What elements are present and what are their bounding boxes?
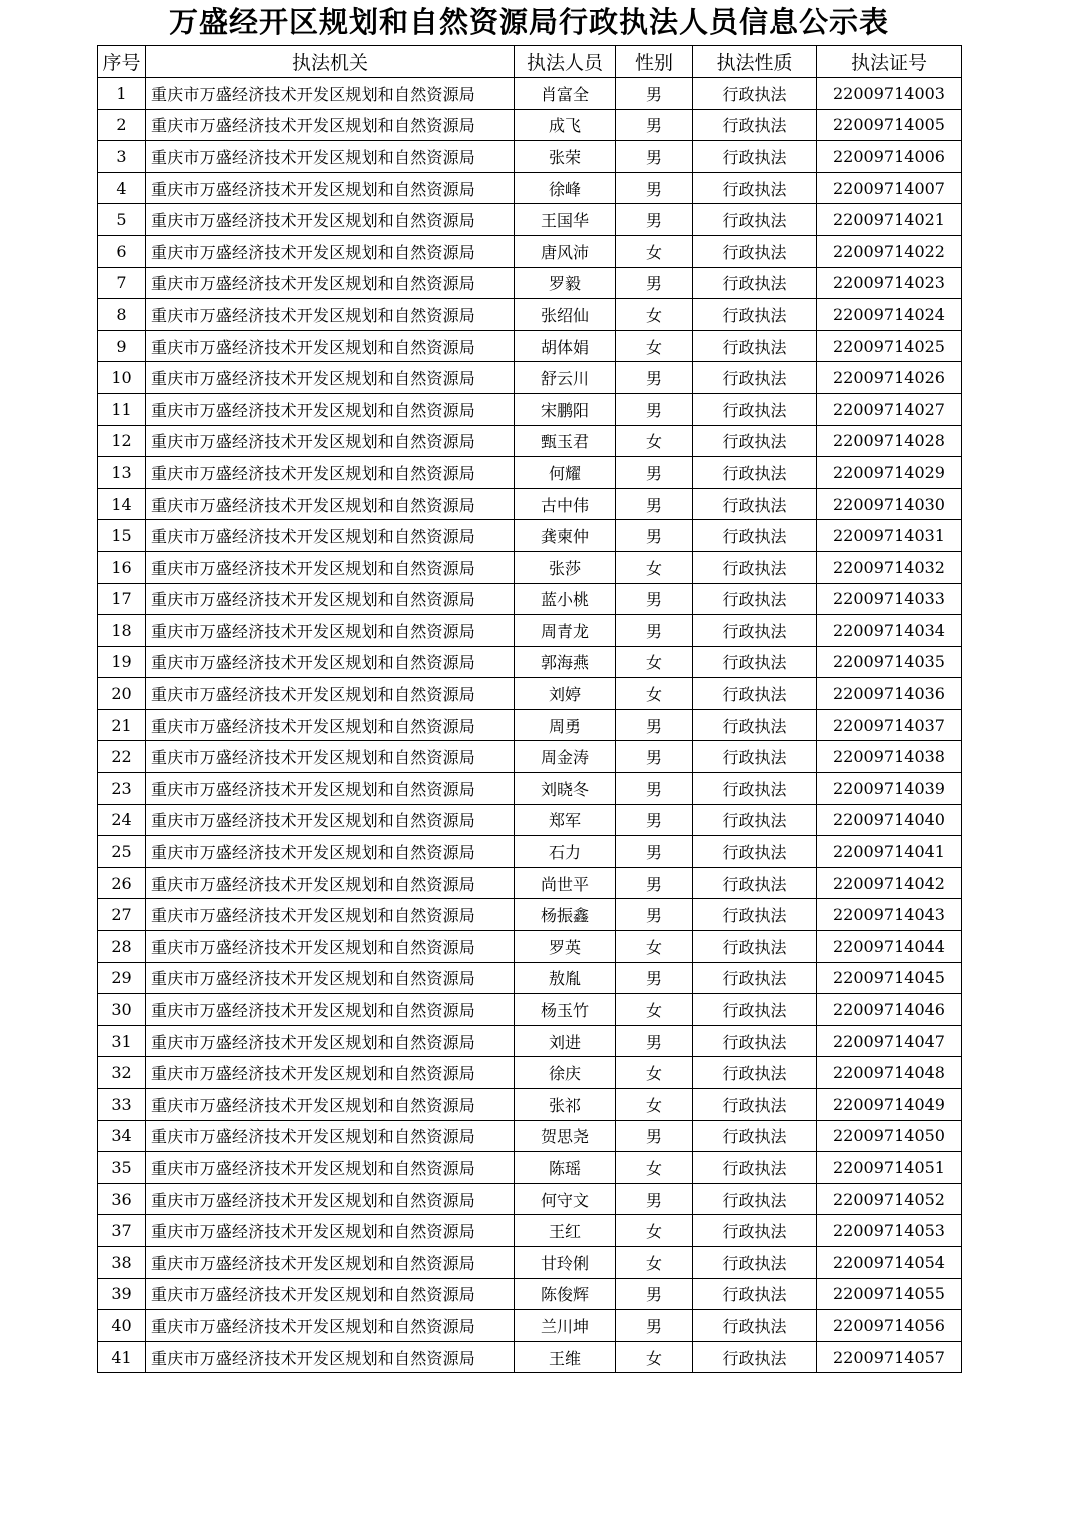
cell-officer: 徐庆	[515, 1057, 616, 1089]
cell-index: 6	[98, 235, 146, 267]
cell-nature: 行政执法	[693, 1278, 817, 1310]
cell-index: 35	[98, 1152, 146, 1184]
cell-officer: 古中伟	[515, 488, 616, 520]
cell-agency: 重庆市万盛经济技术开发区规划和自然资源局	[146, 488, 515, 520]
cell-gender: 女	[616, 1246, 693, 1278]
cell-cert-number: 22009714046	[817, 994, 962, 1026]
cell-nature: 行政执法	[693, 615, 817, 647]
cell-index: 29	[98, 962, 146, 994]
cell-officer: 宋鹏阳	[515, 393, 616, 425]
cell-gender: 女	[616, 1215, 693, 1247]
cell-nature: 行政执法	[693, 551, 817, 583]
table-row	[98, 1215, 962, 1247]
cell-agency: 重庆市万盛经济技术开发区规划和自然资源局	[146, 330, 515, 362]
cell-nature: 行政执法	[693, 583, 817, 615]
cell-nature: 行政执法	[693, 836, 817, 868]
cell-gender: 男	[616, 1278, 693, 1310]
cell-officer: 徐峰	[515, 172, 616, 204]
cell-agency: 重庆市万盛经济技术开发区规划和自然资源局	[146, 678, 515, 710]
cell-agency: 重庆市万盛经济技术开发区规划和自然资源局	[146, 867, 515, 899]
cell-gender: 男	[616, 615, 693, 647]
cell-officer: 蓝小桃	[515, 583, 616, 615]
table-row	[98, 457, 962, 489]
cell-nature: 行政执法	[693, 1183, 817, 1215]
cell-officer: 郑军	[515, 804, 616, 836]
table-row	[98, 1089, 962, 1121]
table-row	[98, 836, 962, 868]
table-row	[98, 1341, 962, 1373]
cell-officer: 陈瑶	[515, 1152, 616, 1184]
cell-cert-number: 22009714030	[817, 488, 962, 520]
table-body	[98, 78, 962, 1373]
cell-cert-number: 22009714022	[817, 235, 962, 267]
cell-officer: 周青龙	[515, 615, 616, 647]
cell-gender: 男	[616, 172, 693, 204]
cell-gender: 男	[616, 773, 693, 805]
table-row	[98, 1246, 962, 1278]
cell-gender: 男	[616, 836, 693, 868]
cell-officer: 甄玉君	[515, 425, 616, 457]
cell-gender: 女	[616, 1152, 693, 1184]
cell-nature: 行政执法	[693, 931, 817, 963]
cell-cert-number: 22009714052	[817, 1183, 962, 1215]
cell-index: 30	[98, 994, 146, 1026]
cell-officer: 刘婷	[515, 678, 616, 710]
cell-gender: 女	[616, 330, 693, 362]
table-row	[98, 1278, 962, 1310]
table-row	[98, 1152, 962, 1184]
cell-agency: 重庆市万盛经济技术开发区规划和自然资源局	[146, 1120, 515, 1152]
cell-cert-number: 22009714034	[817, 615, 962, 647]
cell-index: 38	[98, 1246, 146, 1278]
cell-officer: 胡体娟	[515, 330, 616, 362]
cell-nature: 行政执法	[693, 109, 817, 141]
cell-agency: 重庆市万盛经济技术开发区规划和自然资源局	[146, 1246, 515, 1278]
cell-index: 36	[98, 1183, 146, 1215]
cell-officer: 兰川坤	[515, 1310, 616, 1342]
cell-cert-number: 22009714036	[817, 678, 962, 710]
cell-officer: 张绍仙	[515, 299, 616, 331]
cell-nature: 行政执法	[693, 1246, 817, 1278]
cell-agency: 重庆市万盛经济技术开发区规划和自然资源局	[146, 836, 515, 868]
cell-agency: 重庆市万盛经济技术开发区规划和自然资源局	[146, 709, 515, 741]
table-row	[98, 488, 962, 520]
cell-officer: 陈俊辉	[515, 1278, 616, 1310]
cell-index: 11	[98, 393, 146, 425]
cell-gender: 女	[616, 235, 693, 267]
table-row	[98, 172, 962, 204]
cell-nature: 行政执法	[693, 994, 817, 1026]
table-row	[98, 931, 962, 963]
cell-agency: 重庆市万盛经济技术开发区规划和自然资源局	[146, 994, 515, 1026]
cell-nature: 行政执法	[693, 172, 817, 204]
cell-cert-number: 22009714043	[817, 899, 962, 931]
cell-gender: 男	[616, 804, 693, 836]
cell-nature: 行政执法	[693, 425, 817, 457]
cell-agency: 重庆市万盛经济技术开发区规划和自然资源局	[146, 931, 515, 963]
cell-officer: 龚柬仲	[515, 520, 616, 552]
cell-cert-number: 22009714031	[817, 520, 962, 552]
cell-cert-number: 22009714025	[817, 330, 962, 362]
cell-officer: 王红	[515, 1215, 616, 1247]
cell-gender: 女	[616, 1089, 693, 1121]
cell-nature: 行政执法	[693, 709, 817, 741]
cell-agency: 重庆市万盛经济技术开发区规划和自然资源局	[146, 583, 515, 615]
cell-cert-number: 22009714007	[817, 172, 962, 204]
table-row	[98, 362, 962, 394]
cell-nature: 行政执法	[693, 741, 817, 773]
cell-officer: 郭海燕	[515, 646, 616, 678]
cell-nature: 行政执法	[693, 488, 817, 520]
cell-index: 9	[98, 330, 146, 362]
cell-cert-number: 22009714038	[817, 741, 962, 773]
cell-nature: 行政执法	[693, 1025, 817, 1057]
cell-gender: 女	[616, 1057, 693, 1089]
cell-officer: 贺思尧	[515, 1120, 616, 1152]
cell-nature: 行政执法	[693, 1089, 817, 1121]
cell-gender: 女	[616, 551, 693, 583]
header-agency: 执法机关	[146, 46, 515, 78]
cell-nature: 行政执法	[693, 899, 817, 931]
cell-gender: 男	[616, 204, 693, 236]
cell-officer: 张祁	[515, 1089, 616, 1121]
cell-gender: 女	[616, 931, 693, 963]
cell-officer: 王维	[515, 1341, 616, 1373]
cell-officer: 张莎	[515, 551, 616, 583]
table-row	[98, 709, 962, 741]
cell-gender: 男	[616, 899, 693, 931]
table-row	[98, 267, 962, 299]
table-row	[98, 899, 962, 931]
header-officer: 执法人员	[515, 46, 616, 78]
cell-nature: 行政执法	[693, 78, 817, 110]
cell-agency: 重庆市万盛经济技术开发区规划和自然资源局	[146, 1310, 515, 1342]
personnel-table	[97, 45, 962, 1373]
cell-nature: 行政执法	[693, 1341, 817, 1373]
table-row	[98, 551, 962, 583]
cell-cert-number: 22009714042	[817, 867, 962, 899]
cell-agency: 重庆市万盛经济技术开发区规划和自然资源局	[146, 1278, 515, 1310]
cell-cert-number: 22009714028	[817, 425, 962, 457]
cell-agency: 重庆市万盛经济技术开发区规划和自然资源局	[146, 551, 515, 583]
header-gender: 性别	[616, 46, 693, 78]
cell-index: 33	[98, 1089, 146, 1121]
cell-index: 40	[98, 1310, 146, 1342]
cell-gender: 女	[616, 994, 693, 1026]
table-row	[98, 235, 962, 267]
cell-agency: 重庆市万盛经济技术开发区规划和自然资源局	[146, 299, 515, 331]
table-row	[98, 678, 962, 710]
table-row	[98, 583, 962, 615]
cell-gender: 男	[616, 962, 693, 994]
cell-nature: 行政执法	[693, 330, 817, 362]
cell-officer: 敖胤	[515, 962, 616, 994]
cell-officer: 舒云川	[515, 362, 616, 394]
cell-agency: 重庆市万盛经济技术开发区规划和自然资源局	[146, 393, 515, 425]
cell-index: 13	[98, 457, 146, 489]
cell-gender: 男	[616, 867, 693, 899]
cell-officer: 石力	[515, 836, 616, 868]
cell-cert-number: 22009714003	[817, 78, 962, 110]
cell-agency: 重庆市万盛经济技术开发区规划和自然资源局	[146, 1215, 515, 1247]
table-row	[98, 1183, 962, 1215]
table-row	[98, 299, 962, 331]
cell-cert-number: 22009714021	[817, 204, 962, 236]
table-row	[98, 109, 962, 141]
cell-gender: 男	[616, 141, 693, 173]
cell-officer: 王国华	[515, 204, 616, 236]
cell-cert-number: 22009714051	[817, 1152, 962, 1184]
cell-officer: 刘进	[515, 1025, 616, 1057]
cell-gender: 女	[616, 646, 693, 678]
cell-gender: 女	[616, 678, 693, 710]
cell-index: 31	[98, 1025, 146, 1057]
header-cert-number: 执法证号	[817, 46, 962, 78]
cell-agency: 重庆市万盛经济技术开发区规划和自然资源局	[146, 425, 515, 457]
cell-index: 8	[98, 299, 146, 331]
table-row	[98, 867, 962, 899]
cell-nature: 行政执法	[693, 235, 817, 267]
cell-index: 22	[98, 741, 146, 773]
table-header-row	[98, 46, 962, 78]
cell-gender: 男	[616, 1120, 693, 1152]
cell-agency: 重庆市万盛经济技术开发区规划和自然资源局	[146, 1183, 515, 1215]
cell-agency: 重庆市万盛经济技术开发区规划和自然资源局	[146, 1152, 515, 1184]
cell-index: 1	[98, 78, 146, 110]
cell-gender: 男	[616, 488, 693, 520]
cell-index: 19	[98, 646, 146, 678]
cell-index: 18	[98, 615, 146, 647]
cell-agency: 重庆市万盛经济技术开发区规划和自然资源局	[146, 362, 515, 394]
cell-index: 24	[98, 804, 146, 836]
cell-index: 12	[98, 425, 146, 457]
cell-nature: 行政执法	[693, 520, 817, 552]
cell-cert-number: 22009714047	[817, 1025, 962, 1057]
table-row	[98, 520, 962, 552]
header-index: 序号	[98, 46, 146, 78]
cell-gender: 男	[616, 709, 693, 741]
cell-agency: 重庆市万盛经济技术开发区规划和自然资源局	[146, 615, 515, 647]
cell-index: 28	[98, 931, 146, 963]
cell-cert-number: 22009714045	[817, 962, 962, 994]
cell-agency: 重庆市万盛经济技术开发区规划和自然资源局	[146, 109, 515, 141]
cell-agency: 重庆市万盛经济技术开发区规划和自然资源局	[146, 172, 515, 204]
cell-nature: 行政执法	[693, 1057, 817, 1089]
cell-nature: 行政执法	[693, 267, 817, 299]
page-title: 万盛经开区规划和自然资源局行政执法人员信息公示表	[168, 5, 889, 39]
cell-cert-number: 22009714033	[817, 583, 962, 615]
cell-gender: 男	[616, 457, 693, 489]
cell-agency: 重庆市万盛经济技术开发区规划和自然资源局	[146, 235, 515, 267]
cell-nature: 行政执法	[693, 867, 817, 899]
cell-officer: 何耀	[515, 457, 616, 489]
cell-cert-number: 22009714054	[817, 1246, 962, 1278]
cell-officer: 甘玲俐	[515, 1246, 616, 1278]
cell-agency: 重庆市万盛经济技术开发区规划和自然资源局	[146, 78, 515, 110]
cell-index: 10	[98, 362, 146, 394]
cell-agency: 重庆市万盛经济技术开发区规划和自然资源局	[146, 1089, 515, 1121]
cell-cert-number: 22009714037	[817, 709, 962, 741]
header-nature: 执法性质	[693, 46, 817, 78]
cell-gender: 女	[616, 425, 693, 457]
cell-gender: 男	[616, 741, 693, 773]
table-row	[98, 1120, 962, 1152]
cell-agency: 重庆市万盛经济技术开发区规划和自然资源局	[146, 520, 515, 552]
cell-agency: 重庆市万盛经济技术开发区规划和自然资源局	[146, 204, 515, 236]
cell-agency: 重庆市万盛经济技术开发区规划和自然资源局	[146, 1057, 515, 1089]
cell-gender: 女	[616, 299, 693, 331]
cell-agency: 重庆市万盛经济技术开发区规划和自然资源局	[146, 646, 515, 678]
table-row	[98, 204, 962, 236]
cell-cert-number: 22009714044	[817, 931, 962, 963]
cell-cert-number: 22009714026	[817, 362, 962, 394]
cell-cert-number: 22009714024	[817, 299, 962, 331]
cell-agency: 重庆市万盛经济技术开发区规划和自然资源局	[146, 457, 515, 489]
cell-agency: 重庆市万盛经济技术开发区规划和自然资源局	[146, 773, 515, 805]
cell-cert-number: 22009714040	[817, 804, 962, 836]
cell-agency: 重庆市万盛经济技术开发区规划和自然资源局	[146, 1025, 515, 1057]
cell-cert-number: 22009714039	[817, 773, 962, 805]
cell-index: 15	[98, 520, 146, 552]
cell-cert-number: 22009714041	[817, 836, 962, 868]
cell-officer: 杨振鑫	[515, 899, 616, 931]
cell-gender: 男	[616, 583, 693, 615]
cell-nature: 行政执法	[693, 1215, 817, 1247]
cell-index: 41	[98, 1341, 146, 1373]
cell-agency: 重庆市万盛经济技术开发区规划和自然资源局	[146, 899, 515, 931]
cell-index: 5	[98, 204, 146, 236]
cell-index: 4	[98, 172, 146, 204]
cell-gender: 男	[616, 393, 693, 425]
cell-agency: 重庆市万盛经济技术开发区规划和自然资源局	[146, 141, 515, 173]
cell-nature: 行政执法	[693, 1120, 817, 1152]
cell-cert-number: 22009714032	[817, 551, 962, 583]
cell-cert-number: 22009714005	[817, 109, 962, 141]
cell-cert-number: 22009714057	[817, 1341, 962, 1373]
cell-index: 21	[98, 709, 146, 741]
cell-index: 37	[98, 1215, 146, 1247]
cell-index: 3	[98, 141, 146, 173]
table-row	[98, 804, 962, 836]
cell-nature: 行政执法	[693, 678, 817, 710]
cell-gender: 女	[616, 1341, 693, 1373]
cell-officer: 唐风沛	[515, 235, 616, 267]
cell-cert-number: 22009714050	[817, 1120, 962, 1152]
table-row	[98, 994, 962, 1026]
cell-cert-number: 22009714049	[817, 1089, 962, 1121]
cell-index: 27	[98, 899, 146, 931]
cell-index: 14	[98, 488, 146, 520]
table-row	[98, 1057, 962, 1089]
table-row	[98, 141, 962, 173]
cell-index: 2	[98, 109, 146, 141]
table-row	[98, 962, 962, 994]
cell-agency: 重庆市万盛经济技术开发区规划和自然资源局	[146, 804, 515, 836]
cell-officer: 周勇	[515, 709, 616, 741]
cell-index: 23	[98, 773, 146, 805]
cell-nature: 行政执法	[693, 141, 817, 173]
cell-cert-number: 22009714055	[817, 1278, 962, 1310]
cell-gender: 男	[616, 520, 693, 552]
cell-cert-number: 22009714027	[817, 393, 962, 425]
table-row	[98, 425, 962, 457]
cell-cert-number: 22009714006	[817, 141, 962, 173]
cell-officer: 罗英	[515, 931, 616, 963]
table-row	[98, 741, 962, 773]
cell-officer: 肖富全	[515, 78, 616, 110]
cell-agency: 重庆市万盛经济技术开发区规划和自然资源局	[146, 962, 515, 994]
cell-nature: 行政执法	[693, 773, 817, 805]
cell-cert-number: 22009714029	[817, 457, 962, 489]
cell-cert-number: 22009714023	[817, 267, 962, 299]
cell-gender: 男	[616, 267, 693, 299]
cell-gender: 男	[616, 109, 693, 141]
cell-agency: 重庆市万盛经济技术开发区规划和自然资源局	[146, 741, 515, 773]
cell-gender: 男	[616, 78, 693, 110]
cell-officer: 张荣	[515, 141, 616, 173]
table-row	[98, 615, 962, 647]
cell-officer: 何守文	[515, 1183, 616, 1215]
cell-officer: 刘晓冬	[515, 773, 616, 805]
table-row	[98, 1310, 962, 1342]
cell-index: 34	[98, 1120, 146, 1152]
cell-cert-number: 22009714053	[817, 1215, 962, 1247]
cell-agency: 重庆市万盛经济技术开发区规划和自然资源局	[146, 1341, 515, 1373]
cell-index: 7	[98, 267, 146, 299]
cell-gender: 男	[616, 362, 693, 394]
cell-officer: 尚世平	[515, 867, 616, 899]
cell-nature: 行政执法	[693, 204, 817, 236]
table-row	[98, 78, 962, 110]
cell-nature: 行政执法	[693, 646, 817, 678]
table-row	[98, 646, 962, 678]
table-row	[98, 773, 962, 805]
table-row	[98, 393, 962, 425]
cell-agency: 重庆市万盛经济技术开发区规划和自然资源局	[146, 267, 515, 299]
table-row	[98, 330, 962, 362]
cell-index: 32	[98, 1057, 146, 1089]
cell-nature: 行政执法	[693, 1310, 817, 1342]
cell-index: 26	[98, 867, 146, 899]
cell-index: 16	[98, 551, 146, 583]
cell-nature: 行政执法	[693, 362, 817, 394]
cell-nature: 行政执法	[693, 1152, 817, 1184]
cell-officer: 周金涛	[515, 741, 616, 773]
cell-officer: 杨玉竹	[515, 994, 616, 1026]
cell-index: 25	[98, 836, 146, 868]
cell-nature: 行政执法	[693, 393, 817, 425]
cell-officer: 成飞	[515, 109, 616, 141]
cell-index: 20	[98, 678, 146, 710]
cell-officer: 罗毅	[515, 267, 616, 299]
cell-nature: 行政执法	[693, 299, 817, 331]
cell-gender: 男	[616, 1183, 693, 1215]
cell-cert-number: 22009714048	[817, 1057, 962, 1089]
table-row	[98, 1025, 962, 1057]
cell-nature: 行政执法	[693, 804, 817, 836]
cell-cert-number: 22009714035	[817, 646, 962, 678]
cell-gender: 男	[616, 1310, 693, 1342]
cell-nature: 行政执法	[693, 962, 817, 994]
cell-nature: 行政执法	[693, 457, 817, 489]
cell-index: 39	[98, 1278, 146, 1310]
cell-gender: 男	[616, 1025, 693, 1057]
cell-index: 17	[98, 583, 146, 615]
cell-cert-number: 22009714056	[817, 1310, 962, 1342]
